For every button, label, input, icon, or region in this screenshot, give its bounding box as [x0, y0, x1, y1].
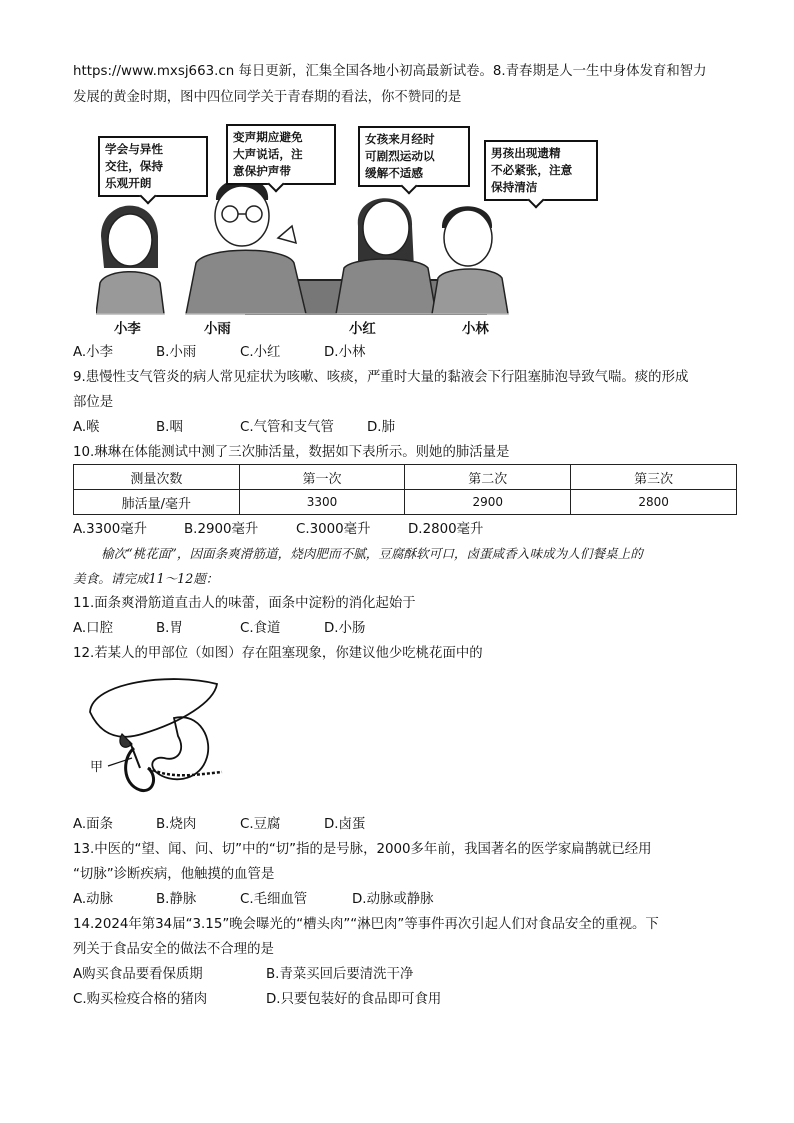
table-cell: 2900: [405, 490, 571, 515]
name-xiaolin: 小林: [462, 322, 489, 337]
q9-line2: 部位是: [73, 395, 114, 410]
lung-capacity-table: [73, 464, 737, 515]
q13-option-b[interactable]: B.静脉: [156, 892, 197, 907]
q12-option-a[interactable]: A.面条: [73, 817, 113, 832]
table-cell: 2800: [571, 490, 737, 515]
q13-line2: “切脉”诊断疾病，他触摸的血管是: [73, 867, 275, 882]
q12-option-c[interactable]: C.豆腐: [240, 817, 281, 832]
name-xiaoli: 小李: [114, 322, 141, 337]
name-xiaohong: 小红: [349, 322, 376, 337]
q14-line2: 列关于食品安全的做法不合理的是: [73, 942, 274, 957]
q10-line1: 10.琳琳在体能测试中测了三次肺活量，数据如下表所示。则她的肺活量是: [73, 445, 510, 460]
table-row-label: 肺活量/毫升: [74, 490, 240, 515]
q14-option-b[interactable]: B.青菜买回后要清洗干净: [266, 967, 414, 982]
q10-option-d[interactable]: D.2800毫升: [408, 522, 484, 537]
q12-line1: 12.若某人的甲部位（如图）存在阻塞现象，你建议他少吃桃花面中的: [73, 646, 483, 661]
q8-cartoon: [96, 118, 644, 336]
q14-option-c[interactable]: C.购买检疫合格的猪肉: [73, 992, 208, 1007]
q13-line1: 13.中医的“望、闻、问、切”中的“切”指的是号脉，2000多年前，我国著名的医学家扁鹊就已经用: [73, 842, 652, 857]
q10-option-c[interactable]: C.3000毫升: [296, 522, 371, 537]
q12-option-d[interactable]: D.卤蛋: [324, 817, 366, 832]
q10-option-a[interactable]: A.3300毫升: [73, 522, 148, 537]
table-header-cell: 第一次: [239, 465, 405, 490]
label-jia: 甲: [90, 760, 104, 775]
digestive-organs-figure: [82, 672, 232, 812]
q11-option-d[interactable]: D.小肠: [324, 621, 366, 636]
speech-bubble-xiaohong: 女孩来月经时 可剧烈运动以 缓解不适感: [358, 126, 470, 187]
intro-line1: 榆次“桃花面”，因面条爽滑筋道，烧肉肥而不腻，豆腐酥软可口，卤蛋咸香入味成为人们餐桌上的: [101, 546, 643, 561]
speech-bubble-xiaoyu: 变声期应避免 大声说话，注 意保护声带: [226, 124, 336, 185]
q8-line2: 发展的黄金时期，图中四位同学关于青春期的看法，你不赞同的是: [73, 90, 462, 105]
speech-bubble-xiaolin: 男孩出现遗精 不必紧张，注意 保持清洁: [484, 140, 598, 201]
q14-line1: 14.2024年第34届“3.15”晚会曝光的“槽头肉”“淋巴肉”等事件再次引起人们对食品安全的重视。下: [73, 917, 659, 932]
q9-option-a[interactable]: A.喉: [73, 420, 100, 435]
q11-line1: 11.面条爽滑筋道直击人的味蕾，面条中淀粉的消化起始于: [73, 596, 416, 611]
q10-option-b[interactable]: B.2900毫升: [184, 522, 259, 537]
q9-option-b[interactable]: B.咽: [156, 420, 183, 435]
table-row: [74, 465, 737, 490]
intro-line2: 美食。请完成11～12题：: [73, 571, 219, 586]
q11-option-b[interactable]: B.胃: [156, 621, 183, 636]
q14-option-d[interactable]: D.只要包装好的食品即可食用: [266, 992, 442, 1007]
q9-line1: 9.患慢性支气管炎的病人常见症状为咳嗽、咳痰，严重时大量的黏液会下行阻塞肺泡导致气喘。痰的形成: [73, 370, 689, 385]
q11-option-c[interactable]: C.食道: [240, 621, 281, 636]
table-cell: 3300: [239, 490, 405, 515]
table-header-cell: 测量次数: [74, 465, 240, 490]
q13-option-d[interactable]: D.动脉或静脉: [352, 892, 434, 907]
q9-option-c[interactable]: C.气管和支气管: [240, 420, 334, 435]
liver-stomach-illustration: [82, 672, 232, 812]
q9-option-d[interactable]: D.肺: [367, 420, 395, 435]
table-header-cell: 第三次: [571, 465, 737, 490]
q8-option-c[interactable]: C.小红: [240, 345, 281, 360]
q8-option-b[interactable]: B.小雨: [156, 345, 197, 360]
table-header-cell: 第二次: [405, 465, 571, 490]
table-row: [74, 490, 737, 515]
q8-option-a[interactable]: A.小李: [73, 345, 113, 360]
q14-option-a[interactable]: A购买食品要看保质期: [73, 967, 203, 982]
q11-option-a[interactable]: A.口腔: [73, 621, 113, 636]
q13-option-c[interactable]: C.毛细血管: [240, 892, 308, 907]
q8-line1: https://www.mxsj663.cn 每日更新，汇集全国各地小初高最新试卷。8.青春期是人一生中身体发育和智力: [73, 64, 707, 79]
q12-option-b[interactable]: B.烧肉: [156, 817, 197, 832]
name-xiaoyu: 小雨: [204, 322, 231, 337]
q13-option-a[interactable]: A.动脉: [73, 892, 113, 907]
q8-option-d[interactable]: D.小林: [324, 345, 366, 360]
speech-bubble-xiaoli: 学会与异性 交往，保持 乐观开朗: [98, 136, 208, 197]
